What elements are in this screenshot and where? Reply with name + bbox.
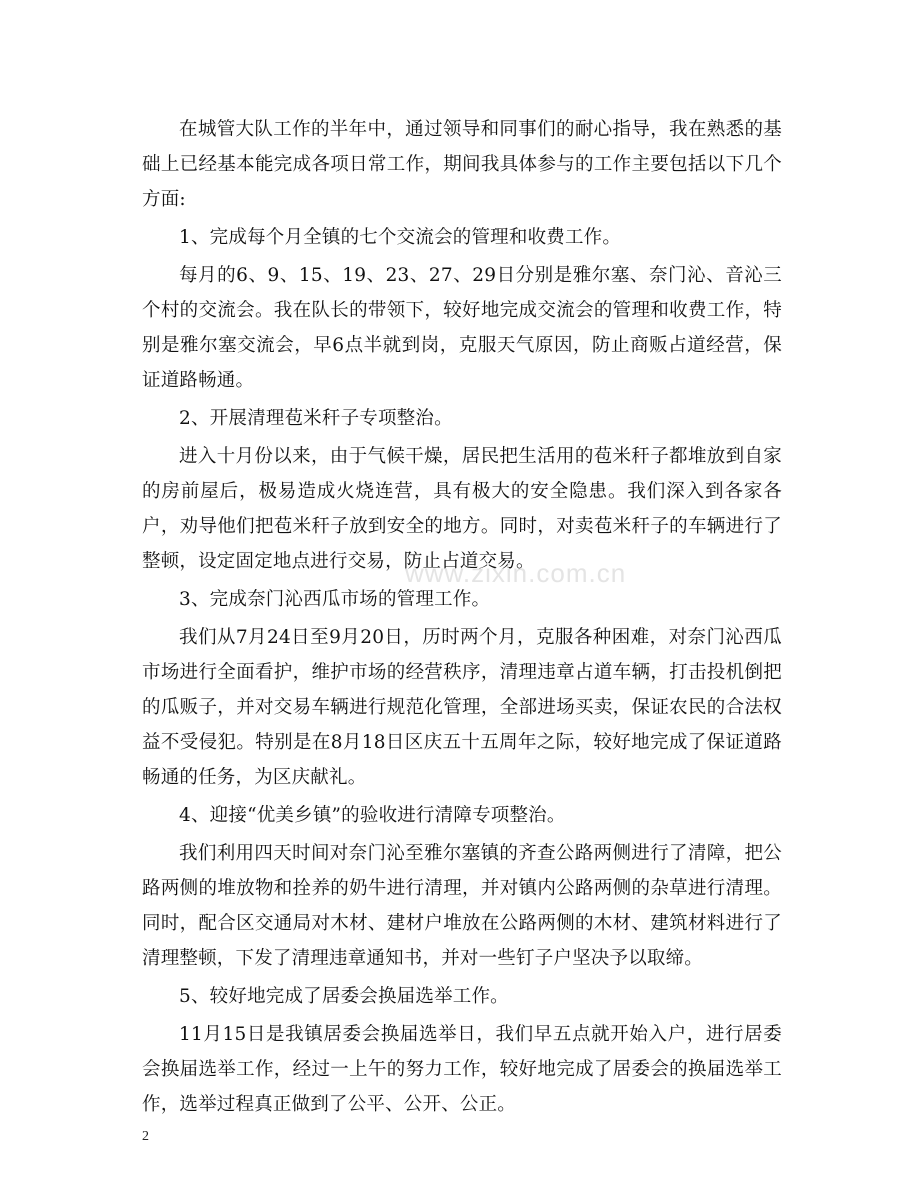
paragraph-item-1: 每月的6、9、15、19、23、27、29日分别是雅尔塞、奈门沁、音沁三个村的交流会。我在队长的带领下，较好地完成交流会的管理和收费工作，特别是雅尔塞交流会，早6点半就到岗，克服天气原因，防止商贩占道经营，保证道路畅通。 — [142, 265, 782, 391]
page-number: 2 — [142, 1129, 149, 1144]
paragraph-item-4: 我们利用四天时间对奈门沁至雅尔塞镇的齐查公路两侧进行了清障，把公路两侧的堆放物和拴养的奶牛进行清理，并对镇内公路两侧的杂草进行清理。同时，配合区交通局对木材、建材户堆放在公路两侧的木材、建筑材料进行了清理整顿，下发了清理违章通知书，并对一些钉子户坚决予以取缔。 — [142, 843, 782, 969]
paragraph-item-2: 进入十月份以来，由于气候干燥，居民把生活用的苞米秆子都堆放到自家的房前屋后，极易造成火烧连营，具有极大的安全隐患。我们深入到各家各户，劝导他们把苞米秆子放到安全的地方。同时，对卖苞米秆子的车辆进行了整顿，设定固定地点进行交易，防止占道交易。 — [142, 446, 782, 572]
heading-item-5: 5、较好地完成了居委会换届选举工作。 — [179, 986, 509, 1007]
watermark: www.zixin.com.cn — [405, 558, 627, 588]
heading-item-3: 3、完成奈门沁西瓜市场的管理工作。 — [179, 589, 491, 610]
document-body — [142, 112, 782, 1125]
paragraph-item-3: 我们从7月24日至9月20日，历时两个月，克服各种困难，对奈门沁西瓜市场进行全面看护，维护市场的经营秩序，清理违章占道车辆，打击投机倒把的瓜贩子，并对交易车辆进行规范化管理，全部进场买卖，保证农民的合法权益不受侵犯。特别是在8月18日区庆五十五周年之际，较好地完成了保证道路畅通的任务，为区庆献礼。 — [142, 627, 782, 788]
paragraph-intro: 在城管大队工作的半年中，通过领导和同事们的耐心指导，我在熟悉的基础上已经基本能完成各项日常工作，期间我具体参与的工作主要包括以下几个方面: — [142, 119, 782, 210]
paragraph-item-5: 11月15日是我镇居委会换届选举日，我们早五点就开始入户，进行居委会换届选举工作，经过一上午的努力工作，较好地完成了居委会的换届选举工作，选举过程真正做到了公平、公开、公正。 — [142, 1024, 782, 1115]
heading-item-2: 2、开展清理苞米秆子专项整治。 — [179, 408, 453, 429]
heading-item-4: 4、迎接“优美乡镇”的验收进行清障专项整治。 — [179, 805, 566, 826]
heading-item-1: 1、完成每个月全镇的七个交流会的管理和收费工作。 — [179, 227, 622, 248]
